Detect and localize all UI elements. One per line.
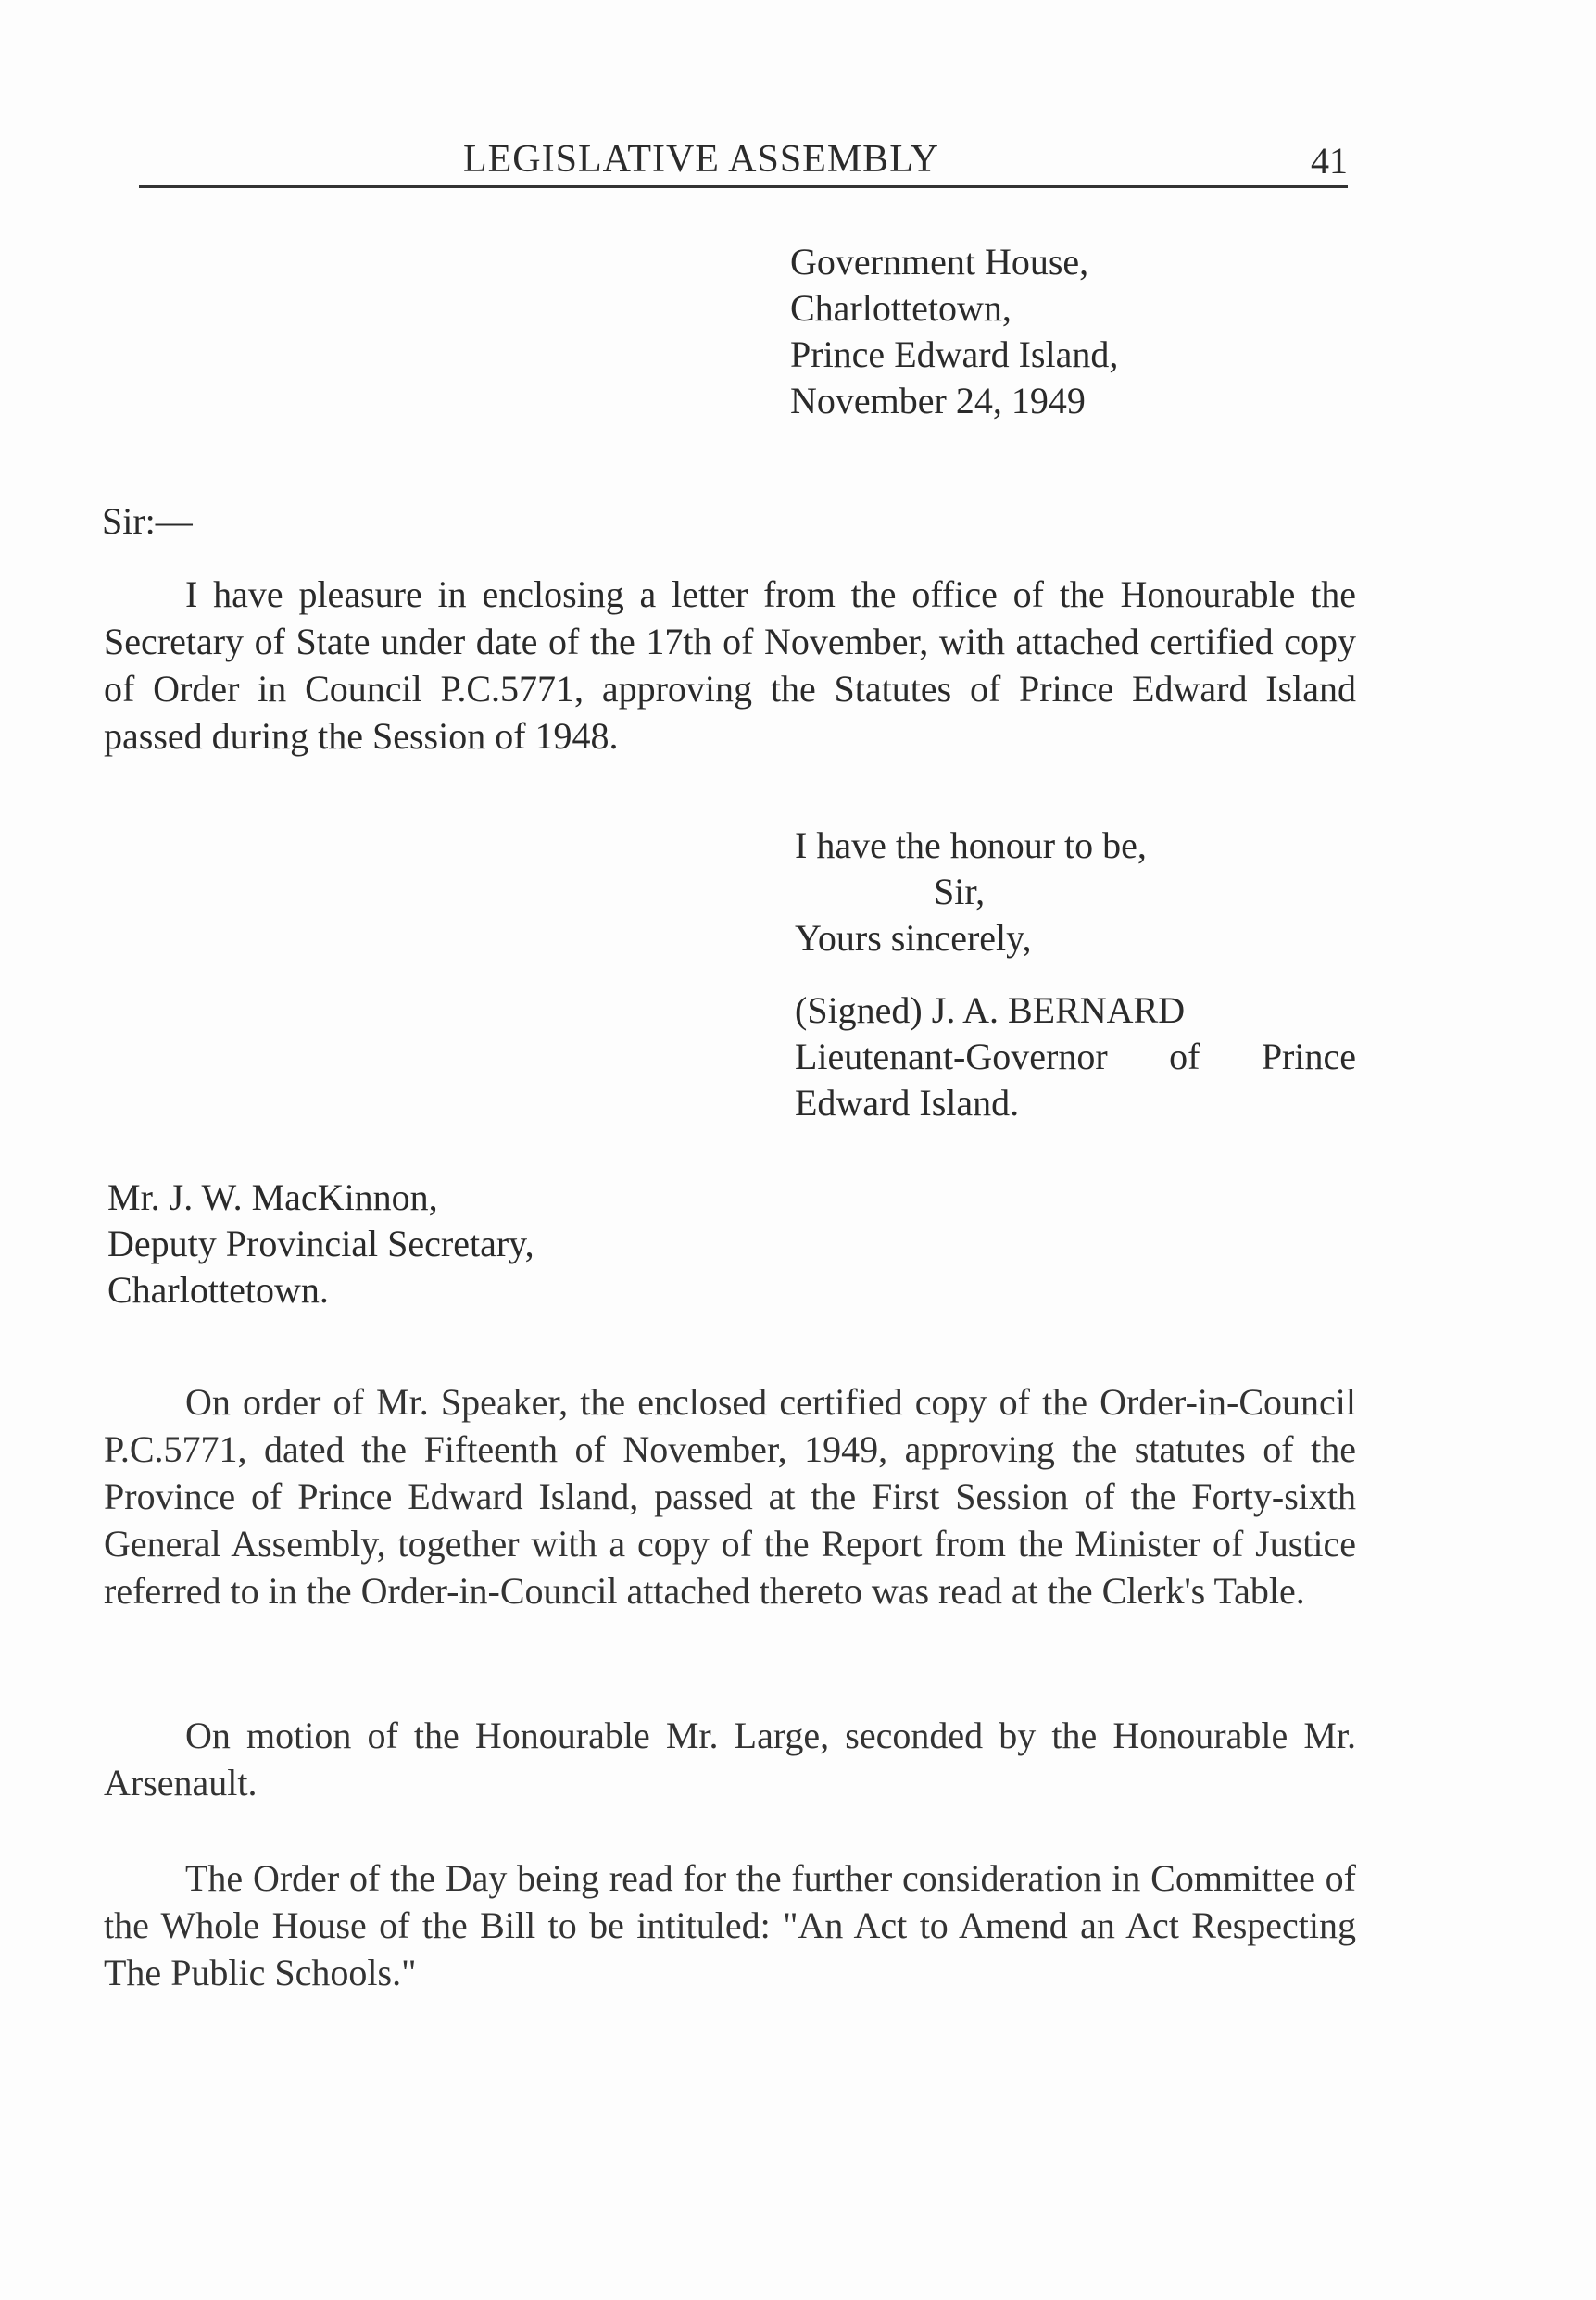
address-line: Prince Edward Island, (790, 333, 1119, 375)
signatory-title-continued: Edward Island. (795, 1082, 1020, 1124)
signature-block (795, 987, 1360, 1126)
proceedings-paragraph: On order of Mr. Speaker, the enclosed certified copy of the Order-in-Council P.C.5771, dated the Fifteenth of November, 1949, approving the statutes of the Province of Prince Edward Island, passed at the First Session of the Forty-sixth General Assembly, together with a copy of the Report from the Minister of Justice referred to in the Order-in-Council attached thereto was read at the Clerk's Table. (104, 1381, 1356, 1612)
proceedings-paragraph: On motion of the Honourable Mr. Large, seconded by the Honourable Mr. Arsenault. (104, 1715, 1356, 1804)
address-line: Charlottetown, (790, 287, 1012, 329)
recipient-line: Mr. J. W. MacKinnon, (107, 1176, 438, 1218)
signatory-name: (Signed) J. A. BERNARD (795, 989, 1186, 1031)
closing-line: Yours sincerely, (795, 917, 1032, 959)
letter-body: I have pleasure in enclosing a letter from the office of the Honourable the Secretary of State under date of the 17th of November, with attached certified copy of Order in Council P.C.5771, approving the Statutes of Prince Edward Island passed during the Session of 1948. (104, 573, 1356, 757)
recipient-line: Charlottetown. (107, 1269, 329, 1311)
page-number: 41 (1311, 140, 1348, 182)
proceedings-paragraph: The Order of the Day being read for the further consideration in Committee of the Whole House of the Bill to be intituled: "An Act to Amend an Act Respecting The Public Schools." (104, 1857, 1356, 1993)
closing-line: I have the honour to be, (795, 824, 1147, 866)
letter-date: November 24, 1949 (790, 380, 1086, 421)
header-title: LEGISLATIVE ASSEMBLY (463, 138, 939, 181)
recipient-line: Deputy Provincial Secretary, (107, 1223, 534, 1264)
signatory-title-word: Prince (1261, 1036, 1356, 1077)
signatory-title-word: Lieutenant-Governor (795, 1036, 1108, 1077)
closing-line: Sir, (934, 871, 986, 912)
recipient-address (107, 1175, 756, 1313)
running-header (139, 130, 1348, 188)
signatory-title (795, 1034, 1356, 1080)
sender-address (790, 239, 1309, 424)
complimentary-closing (795, 823, 1313, 961)
salutation: Sir:— (102, 500, 193, 542)
address-line: Government House, (790, 241, 1089, 283)
signatory-title-word: of (1169, 1036, 1200, 1077)
